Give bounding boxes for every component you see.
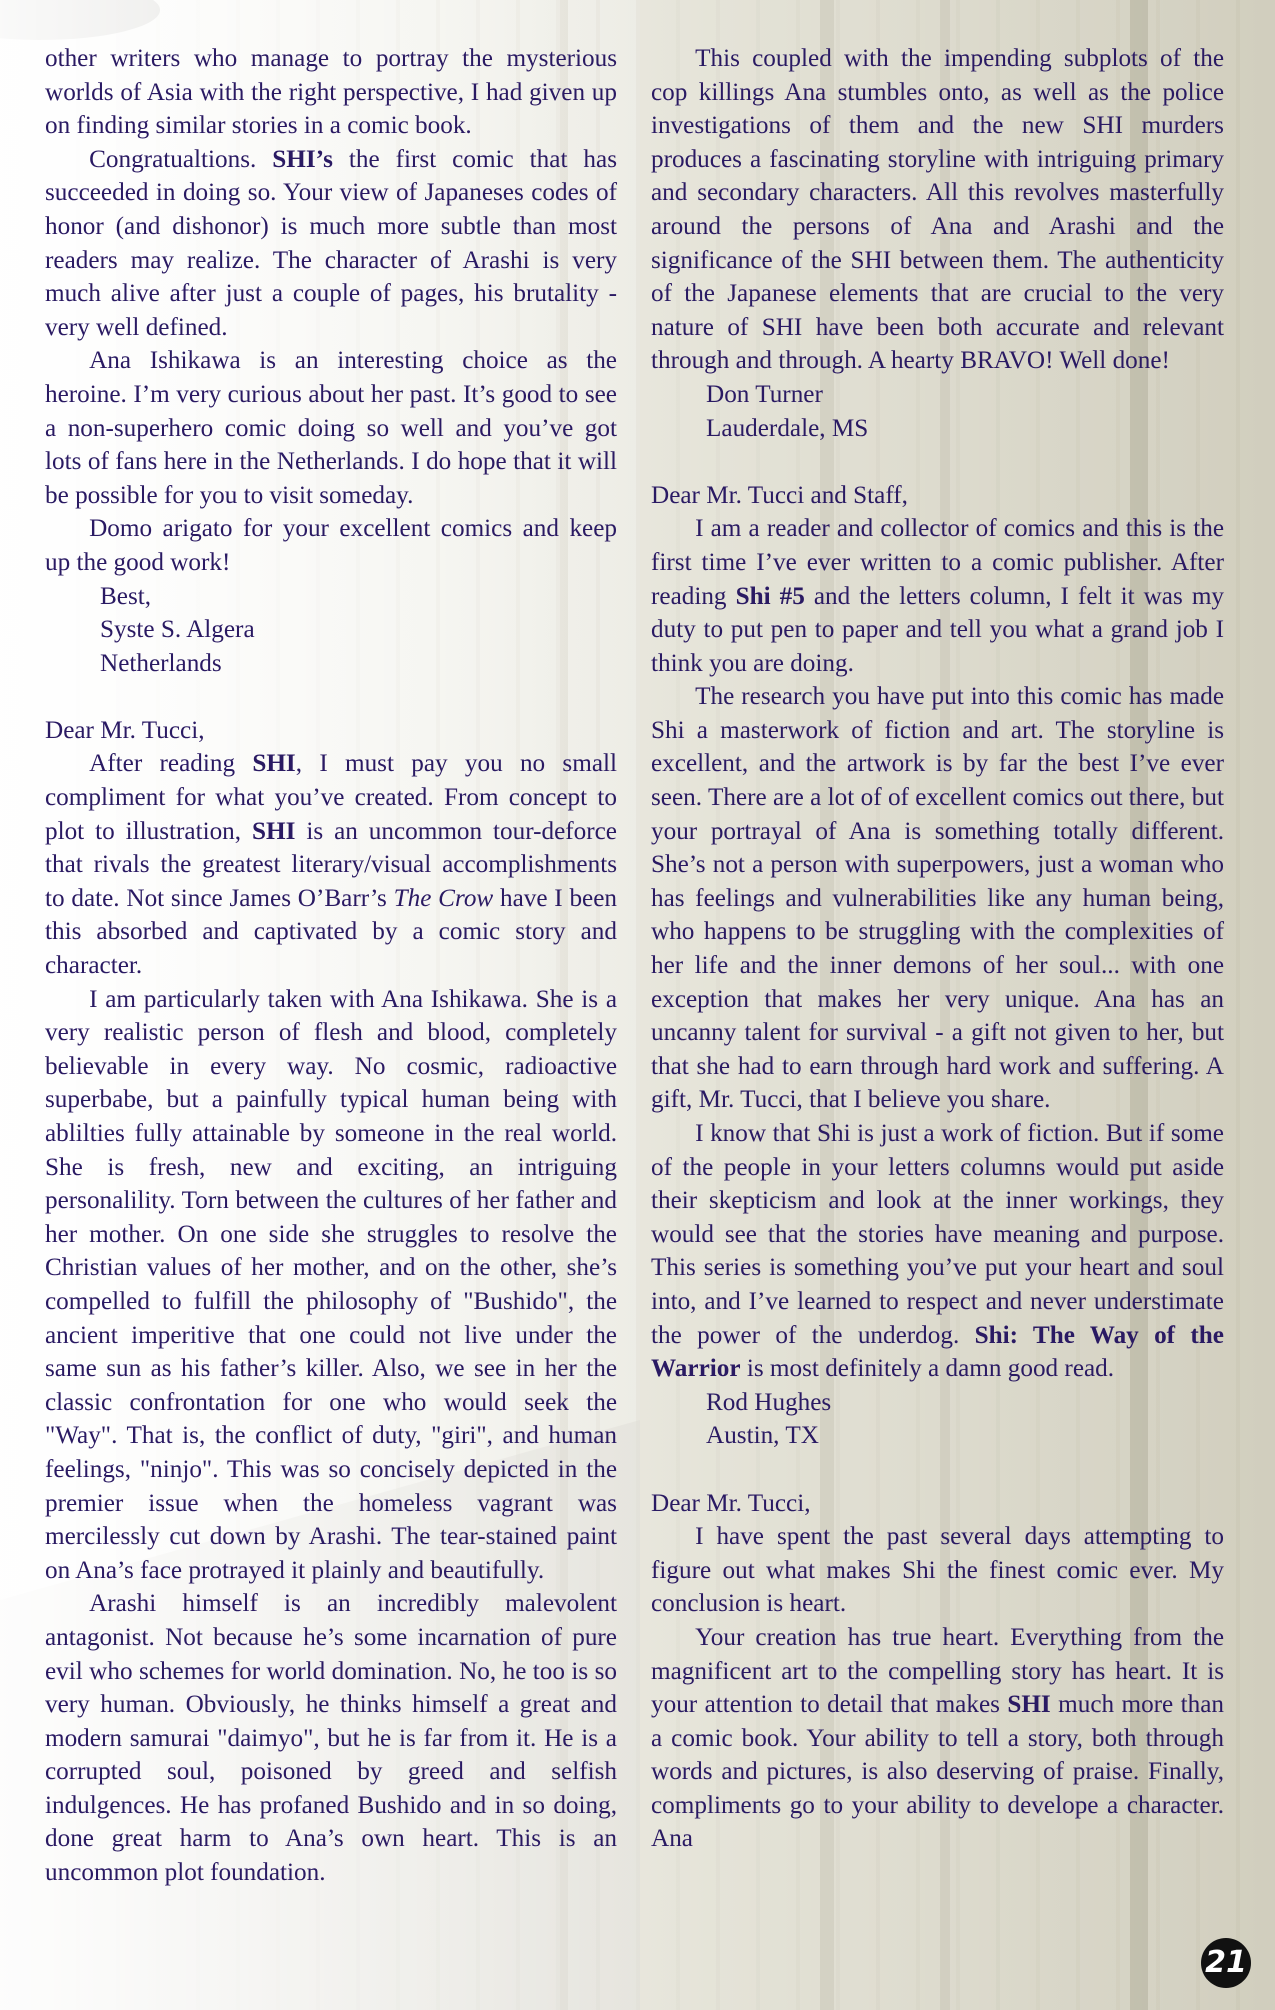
- letter2-paragraph-4: This coupled with the impending subplots of the cop killings Ana stumbles onto, as well as the police investigations of them and the new SHI murders produces a fascinating storyline with intriguing primary and secondary characters. All this revolves masterfully around the persons of Ana and Arashi and the significance of the SHI between them. The authenticity of the Japanese elements that are crucial to the very nature of SHI have been both accurate and relevant through and through. A hearty BRAVO! Well done!: [651, 45, 1224, 375]
- letter4-paragraph-1: I have spent the past several days attempting to figure out what makes Shi the finest comic ever. My conclusion is heart.: [651, 1523, 1224, 1618]
- letter1-signoff: Best,: [100, 582, 152, 610]
- letter3-paragraph-1: I am a reader and collector of comics and this is the first time I’ve ever written to a comic publisher. After reading Shi #5 and the letters column, I felt it was my duty to put pen to paper and tell you what a grand job I think you are doing.: [651, 515, 1225, 677]
- letter3-paragraph-3: I know that Shi is just a work of fiction. But if some of the people in your letters columns would put aside their skepticism and look at the inner workings, they would see that the stories have meaning and purpose. This series is something you’ve put your heart and soul into, and I’ve learned to respect and never understimate the power of the underdog. Shi: The Way of the Warrior is most definitely a damn good read.: [651, 1120, 1224, 1383]
- letter1-paragraph-3: Ana Ishikawa is an interesting choice as the heroine. I’m very curious about her past. It’s good to see a non-superhero comic doing so well and you’ve got lots of fans here in the Netherlands. I do hope that it will be possible for you to visit someday.: [45, 347, 617, 509]
- letter2-salutation: Dear Mr. Tucci,: [45, 716, 205, 744]
- letter2-location: Lauderdale, MS: [706, 414, 869, 442]
- letter4-salutation: Dear Mr. Tucci,: [651, 1489, 811, 1517]
- letter3-salutation: Dear Mr. Tucci and Staff,: [651, 481, 908, 509]
- letter4-paragraph-2: Your creation has true heart. Everything from the magnificent art to the compelling story has heart. It is your attention to detail that makes SHI much more than a comic book. Your ability to tell a story, both through words and pictures, is also deserving of praise. Finally, compliments go to your ability to develope a character. Ana: [651, 1623, 1224, 1853]
- page-number-badge: 21: [1201, 1938, 1251, 1988]
- letter1-paragraph-4: Domo arigato for your excellent comics and keep up the good work!: [45, 515, 617, 576]
- letter1-location: Netherlands: [100, 649, 222, 677]
- letter2-paragraph-3: Arashi himself is an incredibly malevolent antagonist. Not because he’s some incarnation of pure evil who schemes for world domination. No, he too is so very human. Obviously, he thinks himself a great and modern samurai "daimyo", but he is far from it. He is a corrupted soul, poisoned by greed and selfish indulgences. He has profaned Bushido and in so doing, done great harm to Ana’s own heart. This is an uncommon plot foundation.: [45, 1590, 617, 1887]
- letter3-location: Austin, TX: [706, 1422, 819, 1450]
- letter3-paragraph-2: The research you have put into this comic has made Shi a masterwork of fiction and art. The storyline is excellent, and the artwork is by far the best I’ve ever seen. There are a lot of of excellent comics out there, but your portrayal of Ana is something totally different. She’s not a person with superpowers, just a woman who has feelings and vulnerabilities like any human being, who happens to be struggling with the complexities of her life and the inner demons of her soul... with one exception that makes her very unique. Ana has an uncanny talent for survival - a gift not given to her, but that she had to earn through hard work and suffering. A gift, Mr. Tucci, that I believe you share.: [651, 683, 1224, 1114]
- letter2-paragraph-1: After reading SHI, I must pay you no small compliment for what you’ve created. From concept to plot to illustration, SHI is an uncommon tour-deforce that rivals the greatest literary/visual accomplishments to date. Not since James O’Barr’s The Crow have I been this absorbed and captivated by a comic story and character.: [45, 750, 618, 980]
- letter1-paragraph-2: Congratualtions. SHI’s the first comic that has succeeded in doing so. Your view of Japaneses codes of honor (and dishonor) is much more subtle than most readers may realize. The character of Arashi is very much alive after just a couple of pages, his brutality - very well defined.: [45, 145, 617, 341]
- left-column: [45, 42, 617, 1890]
- letter2-author: Don Turner: [706, 380, 823, 408]
- letter2-paragraph-2: I am particularly taken with Ana Ishikawa. She is a very realistic person of flesh and blood, completely believable in every way. No cosmic, radioactive superbabe, but a painfully typical human being with ablilties fully attainable by someone in the real world. She is fresh, new and exciting, an intriguing personalility. Torn between the cultures of her father and her mother. On one side she struggles to resolve the Christian values of her mother, and on the other, she’s compelled to fulfill the philosophy of "Bushido", the ancient imperitive that one could not live under the same sun as his father’s killer. Also, we see in her the classic confrontation for one who would seek the "Way". That is, the conflict of duty, "giri", and human feelings, "ninjo". This was so concisely depicted in the premier issue when the homeless vagrant was mercilessly cut down by Arashi. The tear-stained paint on Ana’s face protrayed it plainly and beautifully.: [45, 985, 617, 1584]
- letter1-paragraph-1: other writers who manage to portray the mysterious worlds of Asia with the right perspective, I had given up on finding similar stories in a comic book.: [45, 45, 617, 140]
- right-column: [651, 42, 1224, 1856]
- letter3-author: Rod Hughes: [706, 1388, 832, 1416]
- letter1-author: Syste S. Algera: [100, 616, 255, 644]
